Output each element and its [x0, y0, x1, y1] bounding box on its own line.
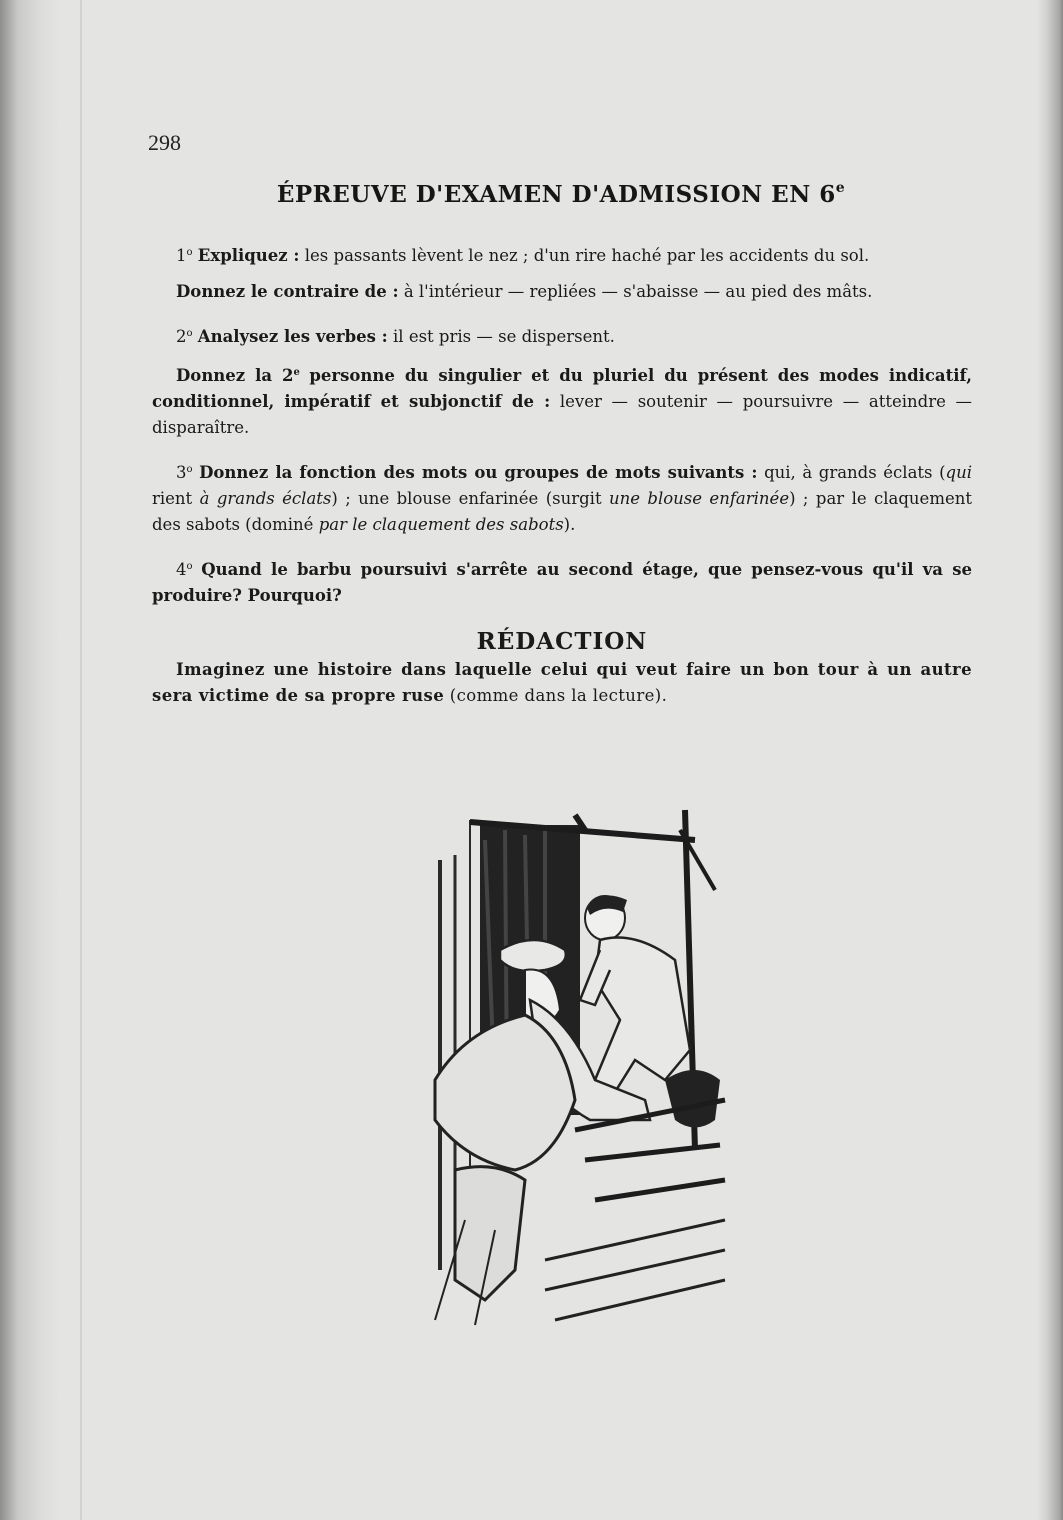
question-3-text-5: ). — [563, 515, 576, 534]
page-title — [150, 180, 972, 208]
question-4 — [152, 554, 972, 609]
exercise-content — [152, 240, 972, 709]
question-3-label: Donnez la fonction des mots ou groupes de mots suivants : — [199, 463, 758, 482]
page-right-edge — [1037, 0, 1063, 1520]
question-2-text: il est pris — se dispersent. — [393, 327, 615, 346]
page-number: 298 — [148, 130, 181, 155]
question-3 — [152, 457, 972, 538]
question-2-sub — [152, 360, 972, 441]
question-1-sub — [152, 279, 972, 305]
question-3-number: 3 — [176, 463, 187, 482]
page-title-sup: e — [835, 180, 846, 196]
question-4-sup: o — [186, 561, 193, 572]
question-4-number: 4 — [176, 560, 187, 579]
illustration-image — [395, 800, 735, 1340]
question-2 — [152, 321, 972, 350]
question-3-text-4: ) ; par le claquement des sabots (dominé — [152, 489, 972, 534]
question-2-sub-sup: e — [293, 367, 300, 378]
page-fold-line — [80, 0, 82, 1520]
question-3-italic-3: une blouse enfarinée — [608, 489, 790, 508]
question-3-text-2: rient — [152, 489, 200, 508]
question-3-text-3: ) ; une blouse enfarinée (surgit — [331, 489, 609, 508]
question-1 — [152, 240, 972, 269]
redaction-prompt — [152, 657, 972, 709]
question-2-sub-label-b: personne du singulier et du pluriel du présent des modes indicatif, conditionnel, impératif et subjonctif de : — [152, 366, 972, 411]
question-3-text-1: qui, à grands éclats ( — [764, 463, 946, 482]
question-2-sub-label-a: Donnez la 2 — [176, 366, 294, 385]
question-2-sub-text: lever — soutenir — poursuivre — atteindre — disparaître. — [152, 392, 972, 437]
question-2-label: Analysez les verbes : — [197, 327, 388, 346]
question-1-number: 1 — [176, 246, 187, 265]
question-1-sub-label: Donnez le contraire de : — [176, 282, 399, 301]
question-2-sup: o — [186, 328, 193, 339]
question-1-text: les passants lèvent le nez ; d'un rire haché par les accidents du sol. — [304, 246, 870, 265]
question-3-italic-4: par le claquement des sabots — [318, 515, 564, 534]
question-1-sub-text: à l'intérieur — repliées — s'abaisse — au pied des mâts. — [403, 282, 873, 301]
redaction-prompt-bold: Imaginez une histoire dans laquelle celui qui veut faire un bon tour à un autre sera victime de sa propre ruse — [152, 660, 972, 705]
page-gutter-shadow — [0, 0, 60, 1520]
redaction-title: RÉDACTION — [476, 628, 648, 655]
question-2-number: 2 — [176, 327, 187, 346]
redaction-prompt-text: (comme dans la lecture). — [449, 686, 668, 705]
question-3-sup: o — [186, 464, 193, 475]
question-4-text: Quand le barbu poursuivi s'arrête au second étage, que pensez-vous qu'il va se produire? Pourquoi? — [152, 560, 972, 605]
question-1-label: Expliquez : — [197, 246, 300, 265]
question-3-italic-2: à grands éclats — [199, 489, 332, 508]
question-3-italic-1: qui — [945, 463, 972, 482]
page-title-text: ÉPREUVE D'EXAMEN D'ADMISSION EN 6 — [276, 181, 836, 208]
question-1-sup: o — [186, 247, 193, 258]
